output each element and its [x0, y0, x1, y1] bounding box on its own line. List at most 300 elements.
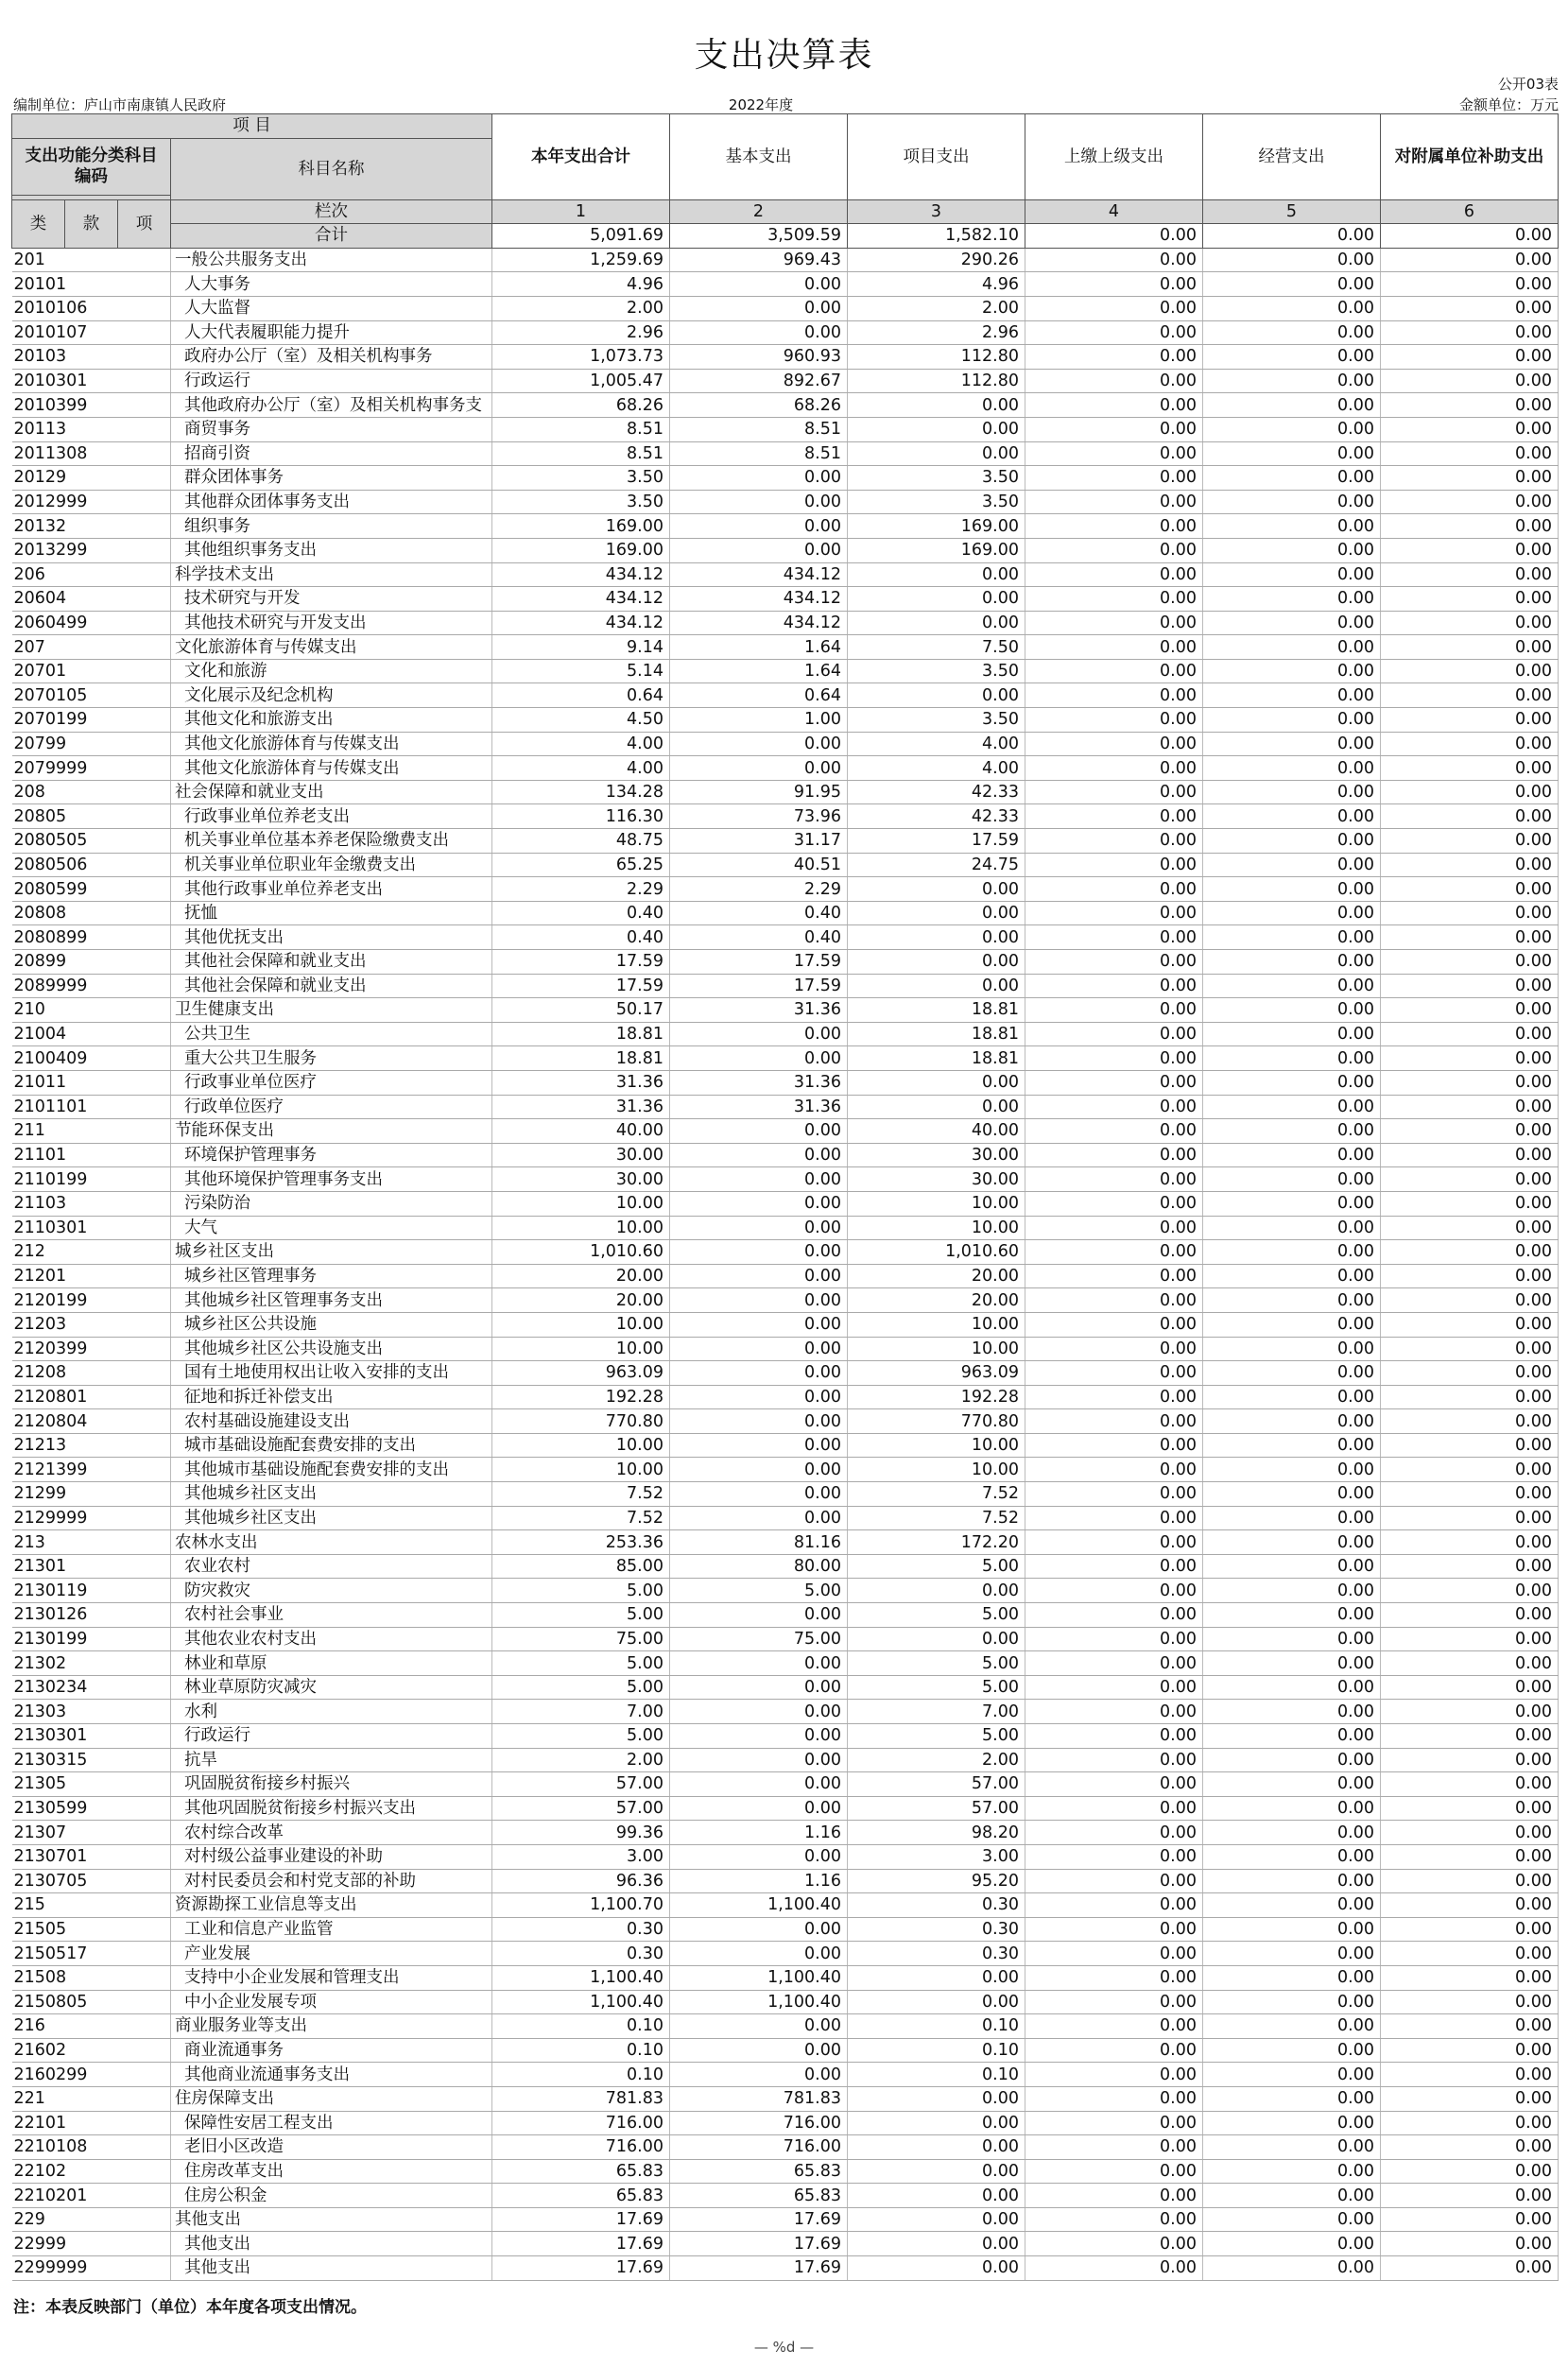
amount-cell: 0.00	[1203, 1482, 1381, 1507]
amount-cell: 40.51	[670, 853, 848, 877]
subject-code: 2160299	[12, 2063, 171, 2087]
subject-name: 节能环保支出	[171, 1119, 492, 1144]
amount-cell: 0.00	[1203, 2086, 1381, 2111]
amount-cell: 0.00	[1203, 1603, 1381, 1628]
amount-cell: 0.00	[1203, 877, 1381, 902]
amount-cell: 963.09	[492, 1361, 670, 1386]
subject-code: 21101	[12, 1143, 171, 1167]
amount-cell: 0.00	[670, 1385, 848, 1409]
amount-cell: 0.00	[1025, 248, 1203, 272]
subject-name: 林业草原防灾减灾	[171, 1675, 492, 1700]
amount-cell: 3.50	[492, 490, 670, 514]
amount-cell: 0.00	[1203, 514, 1381, 539]
subject-name: 住房公积金	[171, 2184, 492, 2208]
amount-cell: 1.00	[670, 708, 848, 733]
amount-cell: 40.00	[492, 1119, 670, 1144]
subject-code: 21602	[12, 2038, 171, 2063]
amount-cell: 0.00	[1025, 320, 1203, 345]
amount-cell: 10.00	[492, 1312, 670, 1337]
amount-cell: 0.00	[1203, 1385, 1381, 1409]
amount-cell: 0.00	[1381, 611, 1559, 635]
subject-name: 其他社会保障和就业支出	[171, 974, 492, 998]
total-value: 5,091.69	[492, 224, 670, 249]
amount-cell: 0.00	[1381, 1409, 1559, 1434]
amount-cell: 0.00	[1025, 393, 1203, 418]
table-row	[12, 345, 1559, 370]
table-row	[12, 804, 1559, 829]
amount-cell: 0.00	[1025, 1312, 1203, 1337]
amount-cell: 0.00	[1203, 248, 1381, 272]
amount-cell: 0.00	[1381, 1724, 1559, 1749]
subject-code: 21305	[12, 1772, 171, 1797]
amount-cell: 1,100.40	[492, 1965, 670, 1990]
subject-code: 2121399	[12, 1458, 171, 1482]
subject-name: 文化和旅游	[171, 659, 492, 683]
amount-cell: 0.00	[1025, 1579, 1203, 1603]
amount-cell: 0.00	[1203, 1070, 1381, 1095]
amount-cell: 0.00	[1025, 1942, 1203, 1966]
amount-cell: 75.00	[670, 1627, 848, 1651]
amount-cell: 0.00	[1025, 829, 1203, 854]
total-value: 0.00	[1203, 224, 1381, 249]
amount-cell: 134.28	[492, 780, 670, 804]
subject-code: 2010399	[12, 393, 171, 418]
table-row	[12, 1070, 1559, 1095]
amount-cell: 17.59	[492, 974, 670, 998]
subject-name: 其他环境保护管理事务支出	[171, 1167, 492, 1192]
amount-cell: 0.00	[848, 901, 1025, 925]
amount-cell: 0.00	[670, 1458, 848, 1482]
amount-cell: 0.00	[1025, 901, 1203, 925]
amount-cell: 0.00	[1381, 2063, 1559, 2087]
amount-cell: 31.36	[492, 1070, 670, 1095]
amount-cell: 0.30	[848, 1942, 1025, 1966]
amount-cell: 0.00	[670, 732, 848, 756]
subject-code: 216	[12, 2014, 171, 2039]
amount-cell: 0.00	[1025, 1772, 1203, 1797]
amount-cell: 2.00	[492, 1748, 670, 1772]
col-header-basic: 基本支出	[670, 114, 848, 200]
amount-cell: 0.00	[1203, 901, 1381, 925]
amount-cell: 0.00	[1025, 272, 1203, 297]
amount-cell: 0.00	[1025, 587, 1203, 612]
table-row	[12, 1844, 1559, 1869]
amount-cell: 1,010.60	[492, 1240, 670, 1265]
amount-cell: 2.00	[848, 1748, 1025, 1772]
table-row	[12, 611, 1559, 635]
amount-cell: 0.00	[1381, 1603, 1559, 1628]
amount-cell: 0.00	[1025, 562, 1203, 587]
amount-cell: 0.00	[670, 1409, 848, 1434]
amount-cell: 1,010.60	[848, 1240, 1025, 1265]
table-row	[12, 1046, 1559, 1071]
amount-cell: 0.40	[670, 901, 848, 925]
amount-cell: 17.59	[492, 950, 670, 975]
amount-cell: 3.50	[848, 708, 1025, 733]
amount-cell: 0.00	[1203, 1119, 1381, 1144]
subject-name: 行政单位医疗	[171, 1095, 492, 1119]
amount-cell: 31.36	[492, 1095, 670, 1119]
amount-cell: 0.00	[670, 1772, 848, 1797]
table-row	[12, 1796, 1559, 1821]
table-row	[12, 2038, 1559, 2063]
amount-cell: 0.00	[1381, 538, 1559, 562]
subject-code: 2120804	[12, 1409, 171, 1434]
amount-cell: 0.00	[1203, 925, 1381, 950]
amount-cell: 8.51	[492, 417, 670, 441]
amount-cell: 0.00	[848, 1095, 1025, 1119]
amount-cell: 0.00	[1203, 974, 1381, 998]
table-row	[12, 950, 1559, 975]
amount-cell: 5.00	[848, 1675, 1025, 1700]
amount-cell: 0.00	[1381, 1022, 1559, 1046]
amount-cell: 17.69	[670, 2232, 848, 2256]
amount-cell: 1,100.40	[670, 1965, 848, 1990]
amount-cell: 0.64	[492, 683, 670, 708]
subject-name: 群众团体事务	[171, 466, 492, 491]
subject-name: 商业服务业等支出	[171, 2014, 492, 2039]
amount-cell: 42.33	[848, 780, 1025, 804]
table-row	[12, 1288, 1559, 1313]
table-row	[12, 1216, 1559, 1240]
amount-cell: 0.00	[1381, 1458, 1559, 1482]
subject-name: 其他城乡社区管理事务支出	[171, 1288, 492, 1313]
subject-name: 住房改革支出	[171, 2159, 492, 2184]
table-row	[12, 441, 1559, 466]
amount-cell: 0.00	[1203, 1312, 1381, 1337]
amount-cell: 17.69	[670, 2207, 848, 2232]
amount-cell: 0.00	[670, 1240, 848, 1265]
amount-cell: 30.00	[492, 1143, 670, 1167]
subject-code: 2130315	[12, 1748, 171, 1772]
table-row	[12, 1240, 1559, 1265]
col-number-4: 4	[1025, 199, 1203, 224]
amount-cell: 434.12	[492, 562, 670, 587]
amount-cell: 0.00	[670, 320, 848, 345]
subject-name: 其他城市基础设施配套费安排的支出	[171, 1458, 492, 1482]
subject-name: 城市基础设施配套费安排的支出	[171, 1433, 492, 1458]
amount-cell: 0.00	[670, 272, 848, 297]
amount-cell: 0.00	[1203, 1240, 1381, 1265]
amount-cell: 0.00	[1381, 659, 1559, 683]
amount-cell: 112.80	[848, 369, 1025, 393]
subject-name: 保障性安居工程支出	[171, 2111, 492, 2135]
amount-cell: 4.96	[492, 272, 670, 297]
table-row	[12, 1119, 1559, 1144]
amount-cell: 0.10	[492, 2038, 670, 2063]
subject-code: 2210108	[12, 2135, 171, 2160]
amount-cell: 2.29	[670, 877, 848, 902]
amount-cell: 0.00	[670, 1748, 848, 1772]
subject-code: 20701	[12, 659, 171, 683]
amount-cell: 0.00	[1025, 417, 1203, 441]
project-header: 项 目	[12, 114, 492, 139]
amount-cell: 0.00	[848, 2256, 1025, 2281]
expenditure-table	[11, 113, 1559, 2281]
amount-cell: 0.00	[1381, 1579, 1559, 1603]
subject-code: 21103	[12, 1191, 171, 1216]
amount-cell: 1.16	[670, 1869, 848, 1893]
amount-cell: 0.00	[1381, 1844, 1559, 1869]
amount-cell: 7.00	[492, 1700, 670, 1724]
amount-cell: 0.00	[1203, 829, 1381, 854]
total-value: 1,582.10	[848, 224, 1025, 249]
table-row	[12, 2232, 1559, 2256]
amount-cell: 0.00	[1381, 1361, 1559, 1386]
amount-cell: 1,100.40	[670, 1990, 848, 2014]
amount-cell: 1,005.47	[492, 369, 670, 393]
amount-cell: 68.26	[492, 393, 670, 418]
amount-cell: 0.10	[848, 2014, 1025, 2039]
subject-code: 2110301	[12, 1216, 171, 1240]
amount-cell: 80.00	[670, 1554, 848, 1579]
amount-cell: 0.00	[848, 562, 1025, 587]
amount-cell: 0.00	[1203, 1844, 1381, 1869]
amount-cell: 0.00	[1381, 1651, 1559, 1676]
amount-cell: 2.96	[492, 320, 670, 345]
amount-cell: 0.00	[1025, 538, 1203, 562]
amount-cell: 10.00	[848, 1433, 1025, 1458]
subject-code: 21213	[12, 1433, 171, 1458]
amount-cell: 0.00	[1203, 1409, 1381, 1434]
subject-code: 2130301	[12, 1724, 171, 1749]
amount-cell: 0.00	[670, 1603, 848, 1628]
subject-name: 农业农村	[171, 1554, 492, 1579]
amount-cell: 0.00	[670, 296, 848, 320]
subject-name: 林业和草原	[171, 1651, 492, 1676]
amount-cell: 0.00	[670, 1191, 848, 1216]
page-number: — %d —	[753, 2339, 815, 2356]
col-number-5: 5	[1203, 199, 1381, 224]
amount-cell: 0.00	[1203, 1772, 1381, 1797]
table-row	[12, 1700, 1559, 1724]
amount-cell: 0.00	[1203, 950, 1381, 975]
amount-cell: 10.00	[848, 1216, 1025, 1240]
amount-cell: 0.00	[670, 1216, 848, 1240]
subject-code: 2130701	[12, 1844, 171, 1869]
amount-cell: 0.00	[1025, 2111, 1203, 2135]
subject-code: 20103	[12, 345, 171, 370]
amount-cell: 0.00	[848, 2207, 1025, 2232]
amount-cell: 0.00	[1025, 466, 1203, 491]
amount-cell: 0.00	[1381, 369, 1559, 393]
amount-cell: 5.00	[670, 1579, 848, 1603]
table-row	[12, 272, 1559, 297]
subject-name: 一般公共服务支出	[171, 248, 492, 272]
amount-cell: 10.00	[492, 1458, 670, 1482]
amount-cell: 0.00	[848, 1627, 1025, 1651]
amount-cell: 0.00	[670, 1312, 848, 1337]
subject-code: 212	[12, 1240, 171, 1265]
amount-cell: 0.00	[1025, 925, 1203, 950]
table-row	[12, 1167, 1559, 1192]
col-number-2: 2	[670, 199, 848, 224]
subject-code: 210	[12, 998, 171, 1023]
subject-code: 221	[12, 2086, 171, 2111]
amount-cell: 3.50	[492, 466, 670, 491]
amount-cell: 0.30	[492, 1917, 670, 1942]
amount-cell: 716.00	[492, 2135, 670, 2160]
amount-cell: 0.00	[1025, 2086, 1203, 2111]
table-row	[12, 1917, 1559, 1942]
amount-cell: 0.00	[1381, 1627, 1559, 1651]
amount-cell: 0.00	[670, 1942, 848, 1966]
amount-cell: 0.00	[1203, 1530, 1381, 1555]
amount-cell: 8.51	[492, 441, 670, 466]
amount-cell: 0.00	[848, 683, 1025, 708]
amount-cell: 0.00	[1025, 2038, 1203, 2063]
subject-code: 2070105	[12, 683, 171, 708]
subject-code: 20805	[12, 804, 171, 829]
amount-cell: 0.00	[848, 1990, 1025, 2014]
amount-cell: 0.00	[1025, 1724, 1203, 1749]
amount-cell: 0.00	[1025, 1530, 1203, 1555]
table-row	[12, 1772, 1559, 1797]
amount-cell: 0.00	[1025, 369, 1203, 393]
amount-cell: 0.00	[848, 950, 1025, 975]
amount-cell: 0.00	[1203, 562, 1381, 587]
amount-cell: 0.00	[1025, 1070, 1203, 1095]
table-row	[12, 248, 1559, 272]
amount-cell: 81.16	[670, 1530, 848, 1555]
amount-cell: 0.00	[1203, 2111, 1381, 2135]
subject-name: 水利	[171, 1700, 492, 1724]
subject-code: 2060499	[12, 611, 171, 635]
subject-name: 人大代表履职能力提升	[171, 320, 492, 345]
amount-cell: 0.00	[1381, 490, 1559, 514]
table-row	[12, 1748, 1559, 1772]
amount-cell: 0.00	[670, 1288, 848, 1313]
subject-name-header: 科目名称	[171, 138, 492, 199]
amount-cell: 716.00	[670, 2135, 848, 2160]
table-row	[12, 998, 1559, 1023]
amount-cell: 0.00	[1203, 998, 1381, 1023]
amount-cell: 0.64	[670, 683, 848, 708]
amount-cell: 0.00	[848, 974, 1025, 998]
subject-code: 2080506	[12, 853, 171, 877]
amount-cell: 30.00	[492, 1167, 670, 1192]
subject-code: 2120199	[12, 1288, 171, 1313]
subject-code: 208	[12, 780, 171, 804]
table-row	[12, 829, 1559, 854]
amount-cell: 0.00	[1025, 756, 1203, 781]
table-row	[12, 514, 1559, 539]
amount-cell: 0.00	[1381, 514, 1559, 539]
amount-cell: 0.00	[1203, 2232, 1381, 2256]
table-row	[12, 2135, 1559, 2160]
amount-cell: 0.00	[1025, 2256, 1203, 2281]
amount-cell: 0.00	[1203, 853, 1381, 877]
amount-cell: 0.00	[1381, 2086, 1559, 2111]
table-row	[12, 1458, 1559, 1482]
amount-cell: 0.00	[1381, 1917, 1559, 1942]
table-row	[12, 1337, 1559, 1361]
amount-cell: 0.00	[1203, 1143, 1381, 1167]
amount-cell: 781.83	[492, 2086, 670, 2111]
table-row	[12, 369, 1559, 393]
amount-cell: 0.00	[670, 1724, 848, 1749]
amount-cell: 0.00	[1025, 1046, 1203, 1071]
amount-cell: 17.69	[670, 2256, 848, 2281]
amount-cell: 169.00	[848, 538, 1025, 562]
amount-cell: 0.00	[670, 466, 848, 491]
amount-cell: 3.00	[848, 1844, 1025, 1869]
amount-cell: 0.00	[1203, 2184, 1381, 2208]
amount-cell: 290.26	[848, 248, 1025, 272]
amount-cell: 20.00	[492, 1264, 670, 1288]
amount-cell: 0.00	[848, 925, 1025, 950]
amount-cell: 0.00	[1025, 1433, 1203, 1458]
amount-cell: 5.14	[492, 659, 670, 683]
amount-cell: 0.00	[1025, 441, 1203, 466]
amount-cell: 7.52	[848, 1482, 1025, 1507]
subject-code: 2110199	[12, 1167, 171, 1192]
amount-cell: 24.75	[848, 853, 1025, 877]
amount-cell: 192.28	[848, 1385, 1025, 1409]
amount-cell: 42.33	[848, 804, 1025, 829]
amount-cell: 0.00	[1203, 2063, 1381, 2087]
col-header-subsidy: 对附属单位补助支出	[1381, 114, 1559, 200]
amount-cell: 5.00	[848, 1603, 1025, 1628]
table-row	[12, 2207, 1559, 2232]
table-row	[12, 417, 1559, 441]
subject-name: 对村民委员会和村党支部的补助	[171, 1869, 492, 1893]
subject-name: 其他政府办公厅（室）及相关机构事务支	[171, 393, 492, 418]
amount-cell: 18.81	[848, 998, 1025, 1023]
amount-cell: 17.59	[670, 950, 848, 975]
amount-cell: 17.69	[492, 2232, 670, 2256]
amount-cell: 172.20	[848, 1530, 1025, 1555]
subject-name: 其他群众团体事务支出	[171, 490, 492, 514]
amount-cell: 0.00	[1381, 2135, 1559, 2160]
amount-cell: 2.00	[848, 296, 1025, 320]
total-value: 0.00	[1025, 224, 1203, 249]
amount-cell: 57.00	[848, 1796, 1025, 1821]
table-row	[12, 974, 1559, 998]
amount-cell: 0.00	[1025, 877, 1203, 902]
amount-cell: 7.52	[492, 1506, 670, 1530]
amount-cell: 0.00	[1203, 1095, 1381, 1119]
table-row	[12, 1409, 1559, 1434]
amount-cell: 0.00	[1381, 1772, 1559, 1797]
amount-cell: 0.00	[848, 1965, 1025, 1990]
amount-cell: 10.00	[492, 1433, 670, 1458]
table-row	[12, 1675, 1559, 1700]
amount-cell: 30.00	[848, 1143, 1025, 1167]
amount-cell: 40.00	[848, 1119, 1025, 1144]
amount-cell: 18.81	[492, 1046, 670, 1071]
amount-cell: 0.00	[1025, 1990, 1203, 2014]
subject-name: 资源勘探工业信息等支出	[171, 1893, 492, 1918]
amount-cell: 0.00	[1381, 272, 1559, 297]
form-code: 公开03表	[1497, 76, 1559, 93]
amount-cell: 0.10	[848, 2063, 1025, 2087]
amount-cell: 0.00	[1203, 587, 1381, 612]
amount-cell: 0.00	[1025, 1288, 1203, 1313]
amount-cell: 0.00	[1381, 998, 1559, 1023]
amount-cell: 1,100.40	[670, 1893, 848, 1918]
amount-cell: 0.00	[1381, 587, 1559, 612]
amount-cell: 68.26	[670, 393, 848, 418]
subject-code: 211	[12, 1119, 171, 1144]
amount-cell: 0.00	[1381, 1700, 1559, 1724]
amount-cell: 85.00	[492, 1554, 670, 1579]
amount-cell: 5.00	[492, 1579, 670, 1603]
table-row	[12, 2159, 1559, 2184]
amount-cell: 169.00	[492, 514, 670, 539]
amount-cell: 0.00	[1025, 2063, 1203, 2087]
subject-name: 其他商业流通事务支出	[171, 2063, 492, 2087]
